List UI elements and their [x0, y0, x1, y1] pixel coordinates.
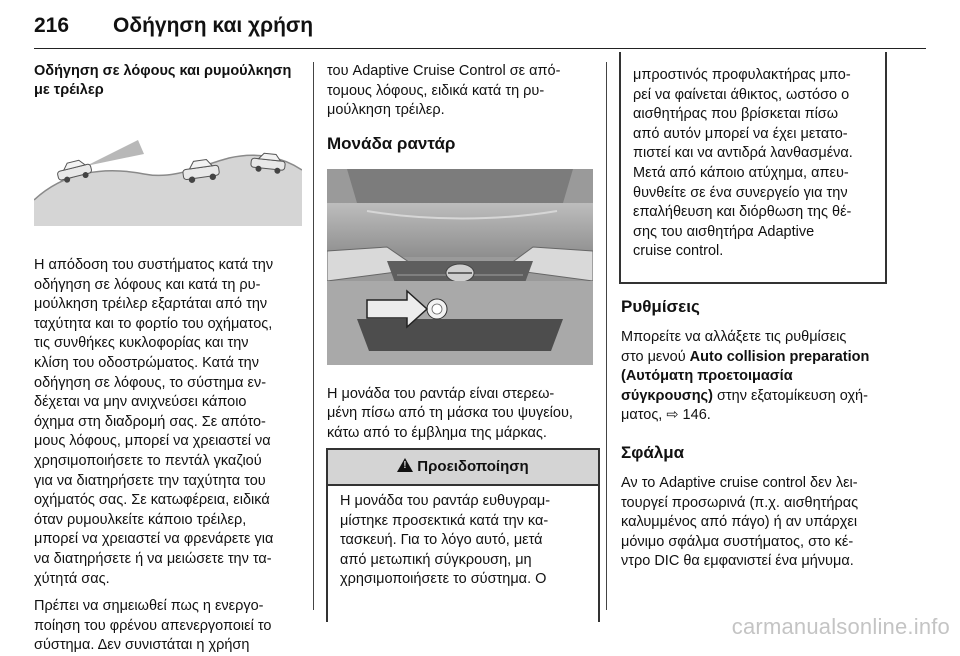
text-line: cruise control.	[633, 243, 724, 260]
page-number: 216	[34, 14, 70, 37]
page-reference-arrow-icon: ⇨	[666, 407, 679, 424]
text-line: ντρο DIC θα εμφανιστεί ένα μήνυμα.	[621, 553, 854, 570]
warning-title: Προειδοποίηση	[417, 458, 529, 475]
text-line: μπορεί να χρειαστεί να φρενάρετε για	[34, 531, 274, 548]
column-divider-1	[313, 62, 314, 610]
text-line: στην εξατομίκευση οχή-	[712, 387, 868, 404]
page-header	[34, 14, 926, 49]
text-line: μίστηκε προσεκτικά κατά την κα-	[340, 512, 549, 529]
column-1	[34, 62, 306, 656]
text-line: από αυτόν μπορεί να έχει μετατο-	[633, 125, 848, 142]
text-line: όχημα στη διαδρομή σας. Σε απότο-	[34, 413, 266, 430]
error-paragraph	[621, 474, 911, 572]
text-line: μένη πίσω από τη μάσκα του ψυγείου,	[327, 405, 573, 422]
warning-box-continued	[619, 52, 887, 284]
text-line: αισθητήρας που βρίσκεται πίσω	[633, 106, 839, 123]
text-line: οδήγηση σε λόφους και κατά τη ρυ-	[34, 276, 261, 293]
heading-line: Οδήγηση σε λόφους και ρυμούλκηση	[34, 63, 292, 79]
text-line: Αν το Adaptive cruise control δεν λει-	[621, 474, 858, 491]
warning-box	[326, 448, 600, 622]
intro-paragraph	[327, 62, 599, 121]
text-line: θυνθείτε σε ένα συνεργείο για την	[633, 184, 848, 201]
hill-driving-illustration	[34, 114, 302, 226]
text-line: σύστημα. Δεν συνιστάται η χρήση	[34, 637, 250, 654]
section-heading-hills	[34, 62, 306, 100]
section-heading-settings: Ρυθμίσεις	[621, 297, 700, 316]
text-line: Η μονάδα του ραντάρ ευθυγραμ-	[340, 493, 551, 509]
text-line: στο μενού	[621, 348, 690, 365]
radar-unit-illustration	[327, 169, 593, 365]
text-line: ματος,	[621, 407, 667, 424]
text-line: κάτω από το έμβλημα της μάρκας.	[327, 424, 547, 441]
text-line: χύτητά σας.	[34, 570, 110, 587]
text-line: τουργεί προσωρινά (π.χ. αισθητήρας	[621, 494, 859, 511]
warning-title-bar	[328, 450, 598, 486]
menu-name-bold: Auto collision preparation	[689, 348, 870, 365]
warning-body	[328, 486, 598, 594]
text-line: Μπορείτε να αλλάξετε τις ρυθμίσεις	[621, 329, 847, 345]
brake-paragraph	[34, 597, 306, 656]
text-line: να διατηρήσετε ή να μειώσετε την τα-	[34, 550, 272, 567]
text-line: μπροστινός προφυλακτήρας μπο-	[633, 67, 851, 83]
column-3	[621, 296, 911, 572]
section-heading-radar: Μονάδα ραντάρ	[327, 133, 456, 153]
radar-paragraph	[327, 385, 599, 444]
page-reference[interactable]: 146.	[678, 407, 711, 424]
text-line: Η μονάδα του ραντάρ είναι στερεω-	[327, 385, 555, 402]
menu-name-bold: (Αυτόματη προετοιμασία	[621, 368, 793, 385]
text-line: σης του αισθητήρα Adaptive	[633, 223, 815, 240]
text-line: μούλκηση τρέιλερ.	[327, 102, 445, 119]
text-line: επαλήθευση και διόρθωση της θέ-	[633, 204, 852, 221]
menu-name-bold: σύγκρουσης)	[621, 387, 713, 404]
text-line: καλυμμένος από πάγο) ή αν υπάρχει	[621, 514, 858, 531]
heading-line: με τρέιλερ	[34, 82, 104, 98]
text-line: Η απόδοση του συστήματος κατά την	[34, 257, 274, 273]
text-line: χρησιμοποιήσετε το πεντάλ γκαζιού	[34, 452, 262, 469]
text-line: ταχύτητα και το φορτίο του οχήματος,	[34, 315, 273, 332]
text-line: μούλκηση τρέιλερ εξαρτάται από την	[34, 296, 268, 313]
text-line: όταν ρυμουλκείτε κάποιο τρέιλερ,	[34, 511, 247, 528]
text-line: πιστεί και να αντιδρά λανθασμένα.	[633, 145, 853, 162]
text-line: οχήματός σας. Σε κατωφέρεια, ειδικά	[34, 492, 270, 509]
text-line: χρησιμοποιήσετε το σύστημα. Ο	[340, 571, 547, 588]
column-2	[327, 62, 599, 444]
text-line: Πρέπει να σημειωθεί πως η ενεργο-	[34, 598, 264, 615]
text-line: τομους λόφους, ειδικά κατά τη ρυ-	[327, 82, 545, 99]
page-title: Οδήγηση και χρήση	[113, 14, 314, 37]
hills-paragraph	[34, 256, 306, 589]
text-line: ποίηση του φρένου απενεργοποιεί το	[34, 617, 272, 634]
watermark: carmanualsonline.info	[731, 614, 950, 639]
text-line: ρεί να φαίνεται άθικτος, ωστόσο ο	[633, 86, 850, 103]
text-line: δέχεται να μην ανιχνεύσει κάποιο	[34, 394, 247, 411]
text-line: οδήγηση σε λόφους, το σύστημα εν-	[34, 374, 267, 391]
section-heading-error: Σφάλμα	[621, 442, 685, 462]
text-line: για να διατηρήσετε την ταχύτητα του	[34, 472, 266, 489]
text-line: μόνιμο σφάλμα συστήματος, στο κέ-	[621, 533, 854, 550]
text-line: από μετωπική σύγκρουση, μη	[340, 551, 532, 568]
warning-triangle-icon	[397, 458, 413, 472]
text-line: τις συνθήκες κυκλοφορίας και την	[34, 335, 249, 352]
text-line: μους λόφους, μπορεί να χρειαστεί να	[34, 433, 271, 450]
text-line: του Adaptive Cruise Control σε από-	[327, 63, 561, 79]
text-line: κλίση του οδοστρώματος. Κατά την	[34, 354, 259, 371]
column-divider-2	[606, 62, 607, 610]
text-line: τασκευή. Για το λόγο αυτό, μετά	[340, 532, 543, 549]
text-line: Μετά από κάποιο ατύχημα, απευ-	[633, 164, 849, 181]
warning-continued-body	[621, 52, 885, 266]
settings-paragraph	[621, 328, 911, 426]
